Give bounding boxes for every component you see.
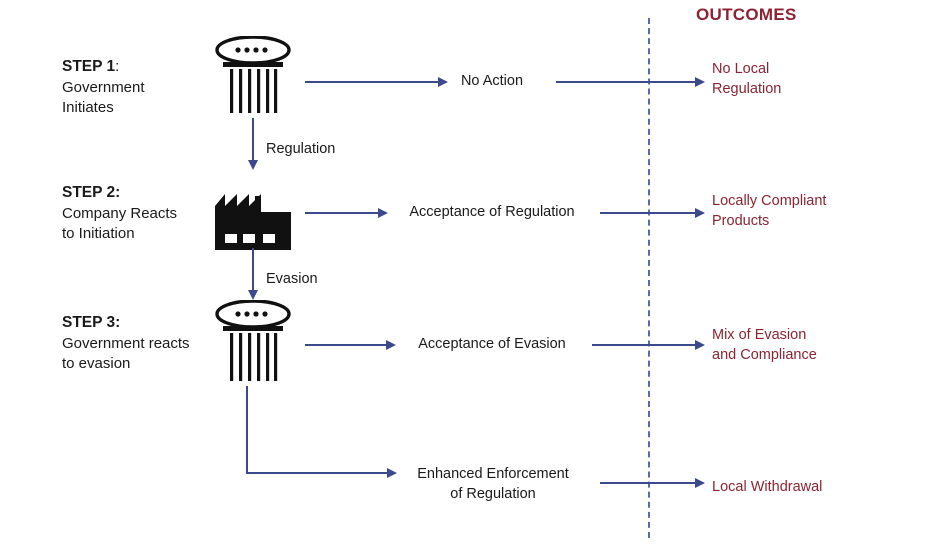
arrow-acceptance-to-outcome-head <box>695 208 705 218</box>
edge-label-evasion: Evasion <box>266 271 318 287</box>
arrow-enforcement-to-outcome-head <box>695 478 705 488</box>
arrow-regulation-head <box>248 160 258 170</box>
outcome-mix-of-evasion-and-compliance: Mix of Evasion and Compliance <box>712 327 817 363</box>
arrow-no-action-to-outcome-line <box>556 81 696 83</box>
outcomes-title: OUTCOMES <box>696 5 797 24</box>
arrow-acceptance-evasion-to-outcome-line <box>592 344 696 346</box>
outcome-local-withdrawal: Local Withdrawal <box>712 479 823 495</box>
arrow-step1-to-no-action-line <box>305 81 439 83</box>
outcome-locally-compliant-products: Locally Compliant Products <box>712 193 827 229</box>
arrow-no-action-to-outcome-head <box>695 77 705 87</box>
arrow-evasion-head <box>248 290 258 300</box>
step-3-desc-line2: to evasion <box>62 355 131 373</box>
step-2-desc-line2: to Initiation <box>62 225 135 243</box>
arrow-step3-to-enforcement-head <box>387 468 397 478</box>
outcome-no-local-regulation: No Local Regulation <box>712 61 782 97</box>
arrow-regulation-line <box>252 118 254 164</box>
factory-icon <box>211 182 295 252</box>
arrow-step3-to-acceptance-evasion-head <box>386 340 396 350</box>
step-1-number: STEP 1 <box>62 58 116 75</box>
arrow-acceptance-to-outcome-line <box>600 212 696 214</box>
edge-label-regulation: Regulation <box>266 141 336 157</box>
middle-node-enhanced-enforcement: Enhanced Enforcement of Regulation <box>417 466 569 502</box>
arrow-evasion-line <box>252 248 254 294</box>
step-2-desc-line1: Company Reacts <box>62 204 178 222</box>
step-3-desc-line1: Government reacts <box>62 334 190 352</box>
vertical-divider <box>648 18 650 538</box>
arrow-step3-to-enforcement-vertical <box>246 386 248 473</box>
step-3-number: STEP 3: <box>62 314 121 331</box>
government-column-icon <box>211 36 295 116</box>
arrow-step2-to-acceptance-line <box>305 212 379 214</box>
step-2-number: STEP 2: <box>62 184 121 201</box>
middle-node-acceptance-of-evasion: Acceptance of Evasion <box>418 336 566 352</box>
step-1-colon: : <box>115 58 120 75</box>
government-column-icon-2 <box>211 300 295 385</box>
middle-node-no-action: No Action <box>460 73 524 89</box>
step-1-label <box>62 57 222 118</box>
step-1-desc-line2: Initiates <box>62 99 114 117</box>
arrow-step3-to-acceptance-evasion-line <box>305 344 387 346</box>
step-1-desc-line1: Government <box>62 78 145 96</box>
arrow-acceptance-evasion-to-outcome-head <box>695 340 705 350</box>
arrow-step3-to-enforcement-horizontal <box>246 472 388 474</box>
arrow-enforcement-to-outcome-line <box>600 482 696 484</box>
middle-node-acceptance-of-regulation: Acceptance of Regulation <box>409 204 575 220</box>
arrow-step2-to-acceptance-head <box>378 208 388 218</box>
